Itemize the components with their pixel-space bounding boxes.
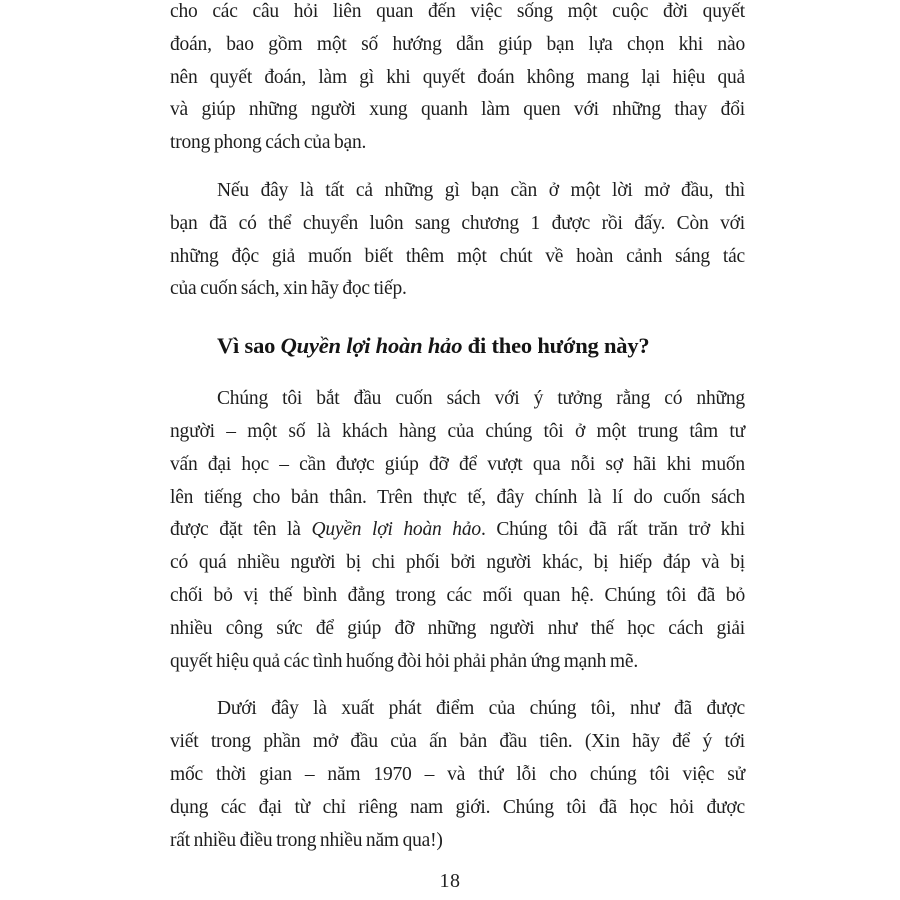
text-line	[170, 580, 745, 613]
text-segment: những độc giả muốn biết thêm một chút về hoàn cảnh sáng tác	[170, 245, 745, 267]
text-line	[170, 759, 745, 792]
text-segment: Chúng tôi bắt đầu cuốn sách với ý tưởng rằng có những	[217, 388, 745, 410]
text-segment: của cuốn sách, xin hãy đọc tiếp.	[170, 278, 407, 300]
text-segment: dụng các đại từ chỉ riêng nam giới. Chúng tôi đã học hỏi được	[170, 796, 745, 818]
text-line	[170, 62, 745, 95]
text-line	[170, 613, 745, 646]
text-segment: . Chúng tôi đã rất trăn trở khi	[480, 519, 745, 541]
text-segment: rất nhiều điều trong nhiều năm qua!)	[170, 829, 443, 851]
text-segment: chối bỏ vị thế bình đẳng trong các mối quan hệ. Chúng tôi đã bỏ	[170, 584, 745, 606]
text-line	[170, 94, 745, 127]
text-line	[170, 0, 745, 29]
text-segment: trong phong cách của bạn.	[170, 132, 367, 154]
text-segment: Vì sao	[217, 333, 281, 359]
text-segment: lên tiếng cho bản thân. Trên thực tế, đây chính là lí do cuốn sách	[170, 486, 745, 508]
section-heading	[170, 326, 745, 366]
text-segment: bạn đã có thể chuyển luôn sang chương 1 được rồi đấy. Còn với	[170, 212, 745, 234]
paragraph	[170, 383, 745, 678]
text-segment: đoán, bao gồm một số hướng dẫn giúp bạn lựa chọn khi nào	[170, 33, 745, 55]
text-line	[170, 482, 745, 515]
book-title-italic: Quyền lợi hoàn hảo	[311, 519, 481, 541]
text-segment: nhiều công sức để giúp đỡ những người như thế học cách giải	[170, 617, 745, 639]
text-segment: quyết hiệu quả các tình huống đòi hỏi phải phản ứng mạnh mẽ.	[170, 650, 639, 672]
text-line	[170, 547, 745, 580]
paragraph	[170, 175, 745, 306]
text-line	[170, 208, 745, 241]
text-segment: có quá nhiều người bị chi phối bởi người khác, bị hiếp đáp và bị	[170, 552, 745, 574]
text-line	[170, 241, 745, 274]
text-segment: người – một số là khách hàng của chúng tôi ở một trung tâm tư	[170, 420, 745, 442]
text-line	[170, 29, 745, 62]
book-title-italic: Quyền lợi hoàn hảo	[280, 333, 463, 359]
paragraph	[170, 0, 745, 160]
text-segment: vấn đại học – cần được giúp đỡ để vượt qua nỗi sợ hãi khi muốn	[170, 453, 745, 475]
paragraph	[170, 693, 745, 857]
text-line	[170, 646, 745, 679]
text-line	[170, 514, 745, 547]
text-line	[170, 127, 745, 160]
text-line	[170, 825, 745, 858]
text-segment: được đặt tên là	[170, 519, 312, 541]
text-line	[170, 175, 745, 208]
text-segment: viết trong phần mở đầu của ấn bản đầu tiên. (Xin hãy để ý tới	[170, 731, 745, 753]
text-segment: đi theo hướng này?	[462, 333, 650, 359]
text-line	[170, 449, 745, 482]
text-line	[170, 383, 745, 416]
page-text-block	[170, 0, 745, 872]
text-segment: và giúp những người xung quanh làm quen với những thay đổi	[170, 99, 745, 121]
text-line	[170, 792, 745, 825]
text-segment: mốc thời gian – năm 1970 – và thứ lỗi cho chúng tôi việc sử	[170, 763, 745, 785]
text-segment: nên quyết đoán, làm gì khi quyết đoán không mang lại hiệu quả	[170, 66, 745, 88]
text-segment: cho các câu hỏi liên quan đến việc sống một cuộc đời quyết	[170, 1, 745, 22]
text-segment: Nếu đây là tất cả những gì bạn cần ở một lời mở đầu, thì	[217, 179, 745, 201]
text-line	[170, 726, 745, 759]
text-line	[170, 273, 745, 306]
text-line	[170, 693, 745, 726]
text-line	[170, 416, 745, 449]
page-number: 18	[439, 870, 461, 892]
text-segment: Dưới đây là xuất phát điểm của chúng tôi, như đã được	[217, 698, 745, 720]
